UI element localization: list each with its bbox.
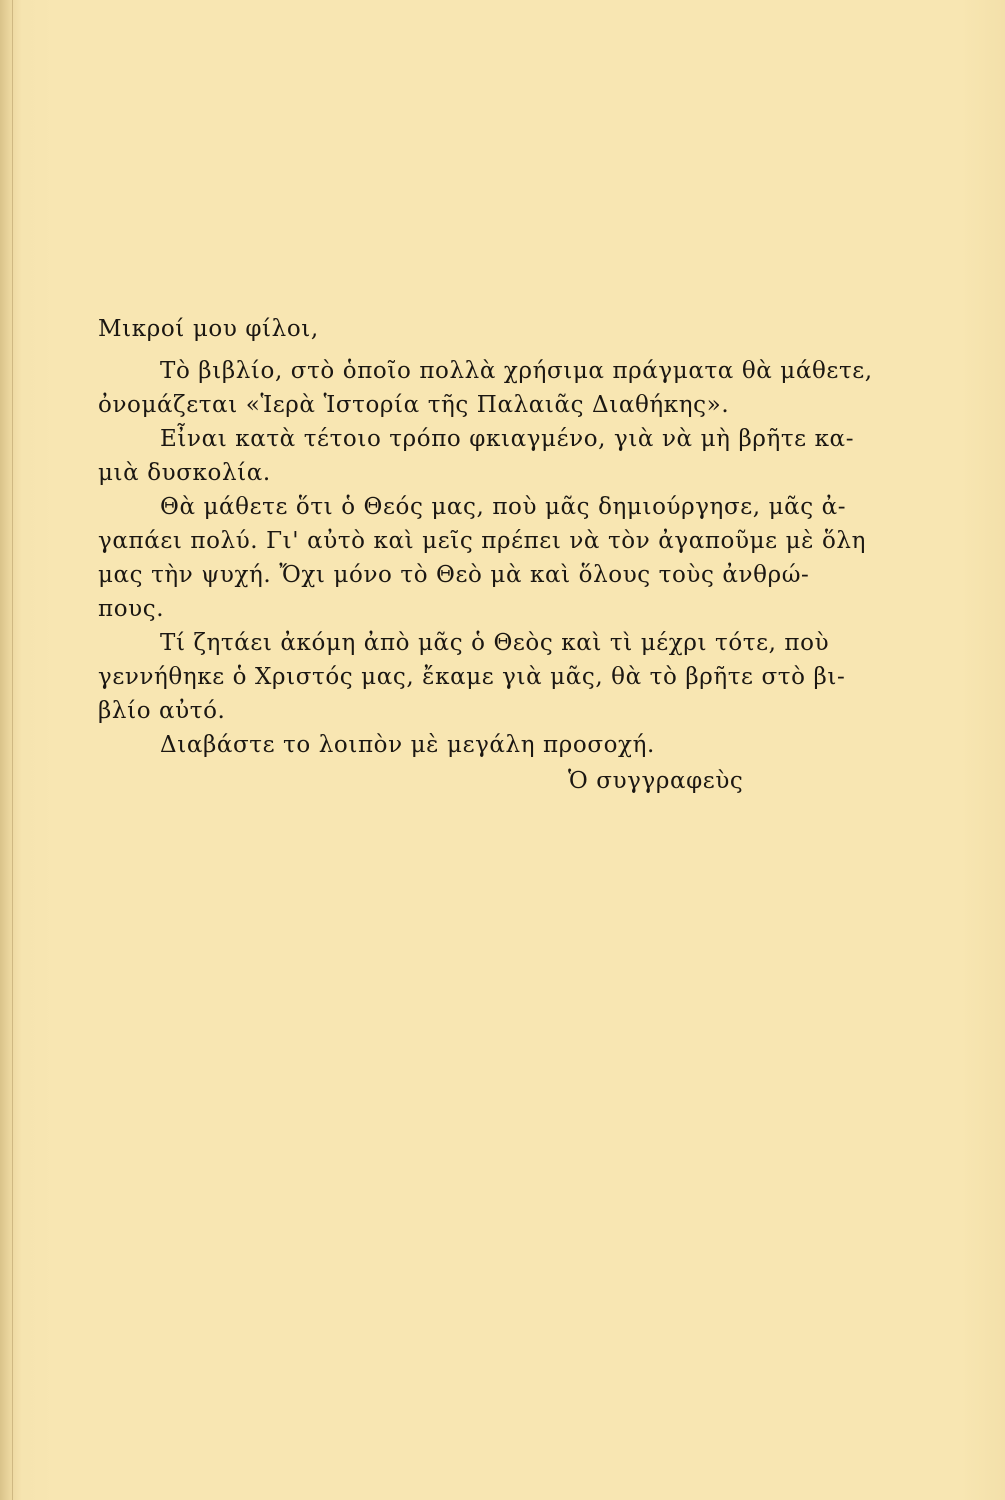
- paragraph-line: πους.: [98, 596, 165, 622]
- paragraph-line: Τί ζητάει ἀκόμη ἀπὸ μᾶς ὁ Θεὸς καὶ τὶ μέχρι τότε, ποὺ: [160, 630, 830, 656]
- signature: Ὁ συγγραφεὺς: [568, 768, 744, 794]
- paragraph-line: γαπάει πολύ. Γι' αὐτὸ καὶ μεῖς πρέπει νὰ τὸν ἀγαποῦμε μὲ ὅλη: [98, 528, 866, 554]
- paragraph-line: Εἶναι κατὰ τέτοιο τρόπο φκιαγμένο, γιὰ νὰ μὴ βρῆτε κα-: [160, 426, 855, 452]
- preface-text: [98, 312, 918, 762]
- greeting: Μικροί μου φίλοι,: [98, 316, 319, 342]
- paragraph-line: Θὰ μάθετε ὅτι ὁ Θεός μας, ποὺ μᾶς δημιούργησε, μᾶς ἀ-: [160, 494, 847, 520]
- paragraph-line: γεννήθηκε ὁ Χριστός μας, ἔκαμε γιὰ μᾶς, θὰ τὸ βρῆτε στὸ βι-: [98, 664, 846, 690]
- paragraph-line: μιὰ δυσκολία.: [98, 460, 271, 486]
- binding-edge: [12, 0, 13, 1500]
- paragraph-line: βλίο αὐτό.: [98, 698, 226, 724]
- paragraph-line: Τὸ βιβλίο, στὸ ὁποῖο πολλὰ χρήσιμα πράγματα θὰ μάθετε,: [160, 358, 873, 384]
- paragraph-line: ὀνομάζεται «Ἱερὰ Ἱστορία τῆς Παλαιᾶς Διαθήκης».: [98, 392, 730, 418]
- paragraph-line: μας τὴν ψυχή. Ὄχι μόνο τὸ Θεὸ μὰ καὶ ὅλους τοὺς ἀνθρώ-: [98, 562, 810, 588]
- paragraph-line: Διαβάστε το λοιπὸν μὲ μεγάλη προσοχή.: [160, 732, 655, 758]
